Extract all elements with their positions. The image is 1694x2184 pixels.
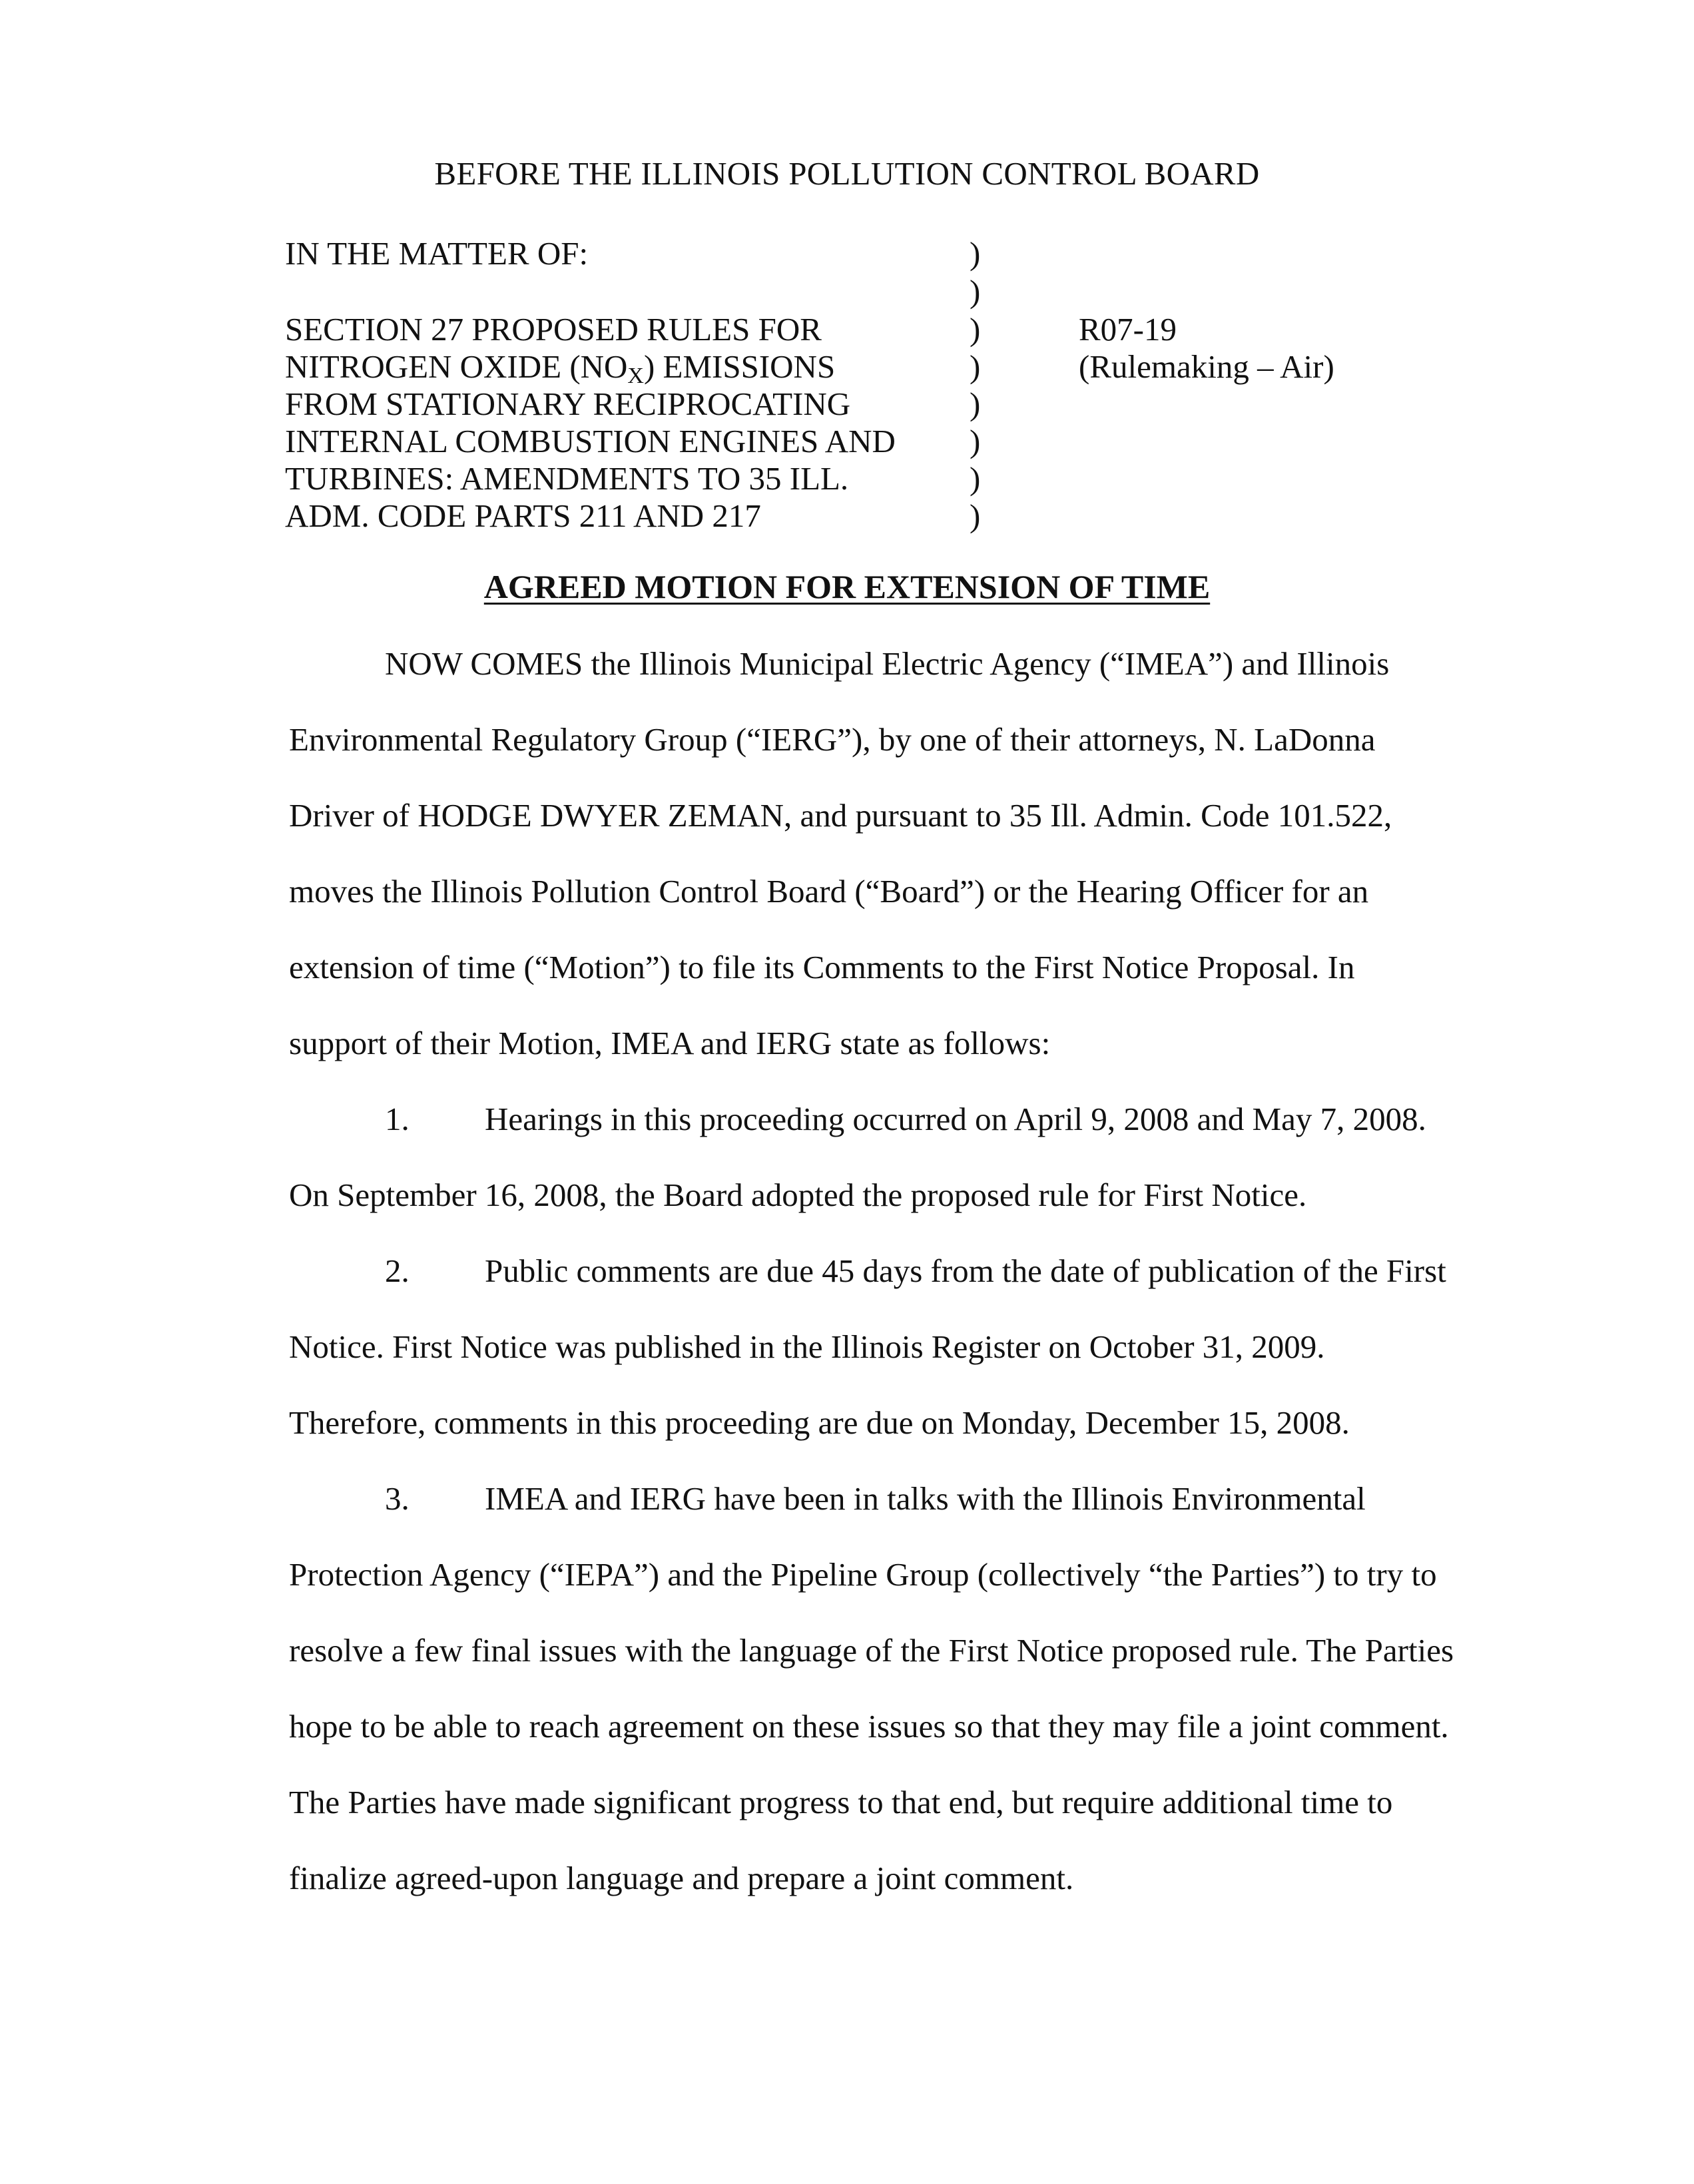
caption-title-line — [285, 348, 835, 389]
matter-label: IN THE MATTER OF: — [285, 235, 589, 272]
paragraph-line: finalize agreed-upon language and prepare a joint comment. — [289, 1860, 1074, 1896]
paragraph-number: 1. — [385, 1101, 410, 1137]
paragraph-line: IMEA and IERG have been in talks with the Illinois Environmental — [485, 1480, 1366, 1517]
caption-paren: ) — [970, 273, 981, 310]
intro-line: moves the Illinois Pollution Control Board (“Board”) or the Hearing Officer for an — [289, 873, 1369, 910]
caption-title-line: INTERNAL COMBUSTION ENGINES AND — [285, 423, 896, 459]
paragraph-line: Notice. First Notice was published in the Illinois Register on October 31, 2009. — [289, 1328, 1325, 1365]
docket-type: (Rulemaking – Air) — [1079, 348, 1334, 385]
intro-line: support of their Motion, IMEA and IERG state as follows: — [289, 1025, 1051, 1061]
caption-paren: ) — [970, 423, 981, 459]
intro-line: extension of time (“Motion”) to file its Comments to the First Notice Proposal. In — [289, 949, 1355, 985]
paragraph-number: 3. — [385, 1480, 410, 1517]
paragraph-line: Protection Agency (“IEPA”) and the Pipeline Group (collectively “the Parties”) to try to — [289, 1556, 1437, 1593]
caption-title-text: NITROGEN OXIDE (NO — [285, 348, 628, 385]
intro-line: NOW COMES the Illinois Municipal Electric Agency (“IMEA”) and Illinois — [385, 645, 1390, 682]
board-heading: BEFORE THE ILLINOIS POLLUTION CONTROL BOARD — [434, 155, 1260, 192]
caption-paren: ) — [970, 311, 981, 348]
paragraph-line: Therefore, comments in this proceeding are due on Monday, December 15, 2008. — [289, 1404, 1350, 1441]
caption-paren: ) — [970, 386, 981, 422]
intro-line: Environmental Regulatory Group (“IERG”), by one of their attorneys, N. LaDonna — [289, 721, 1376, 758]
docket-number: R07-19 — [1079, 311, 1177, 348]
paragraph-line: Hearings in this proceeding occurred on April 9, 2008 and May 7, 2008. — [485, 1101, 1426, 1137]
caption-paren: ) — [970, 348, 981, 385]
paragraph-line: On September 16, 2008, the Board adopted the proposed rule for First Notice. — [289, 1177, 1307, 1213]
caption-title-line: FROM STATIONARY RECIPROCATING — [285, 386, 851, 422]
caption-title-line: TURBINES: AMENDMENTS TO 35 ILL. — [285, 460, 849, 497]
paragraph-number: 2. — [385, 1252, 410, 1289]
caption-paren: ) — [970, 497, 981, 534]
subscript-x: X — [627, 364, 644, 388]
caption-paren: ) — [970, 460, 981, 497]
caption-title-text: ) EMISSIONS — [643, 348, 836, 385]
motion-title: AGREED MOTION FOR EXTENSION OF TIME — [483, 568, 1211, 605]
paragraph-line: Public comments are due 45 days from the date of publication of the First — [485, 1252, 1446, 1289]
intro-line: Driver of HODGE DWYER ZEMAN, and pursuant to 35 Ill. Admin. Code 101.522, — [289, 797, 1392, 834]
paragraph-line: hope to be able to reach agreement on these issues so that they may file a joint comment. — [289, 1708, 1449, 1745]
caption-paren: ) — [970, 235, 981, 272]
caption-title-line: ADM. CODE PARTS 211 AND 217 — [285, 497, 761, 534]
paragraph-line: The Parties have made significant progress to that end, but require additional time to — [289, 1784, 1393, 1820]
caption-title-line: SECTION 27 PROPOSED RULES FOR — [285, 311, 822, 348]
paragraph-line: resolve a few final issues with the language of the First Notice proposed rule. The Parties — [289, 1632, 1454, 1669]
